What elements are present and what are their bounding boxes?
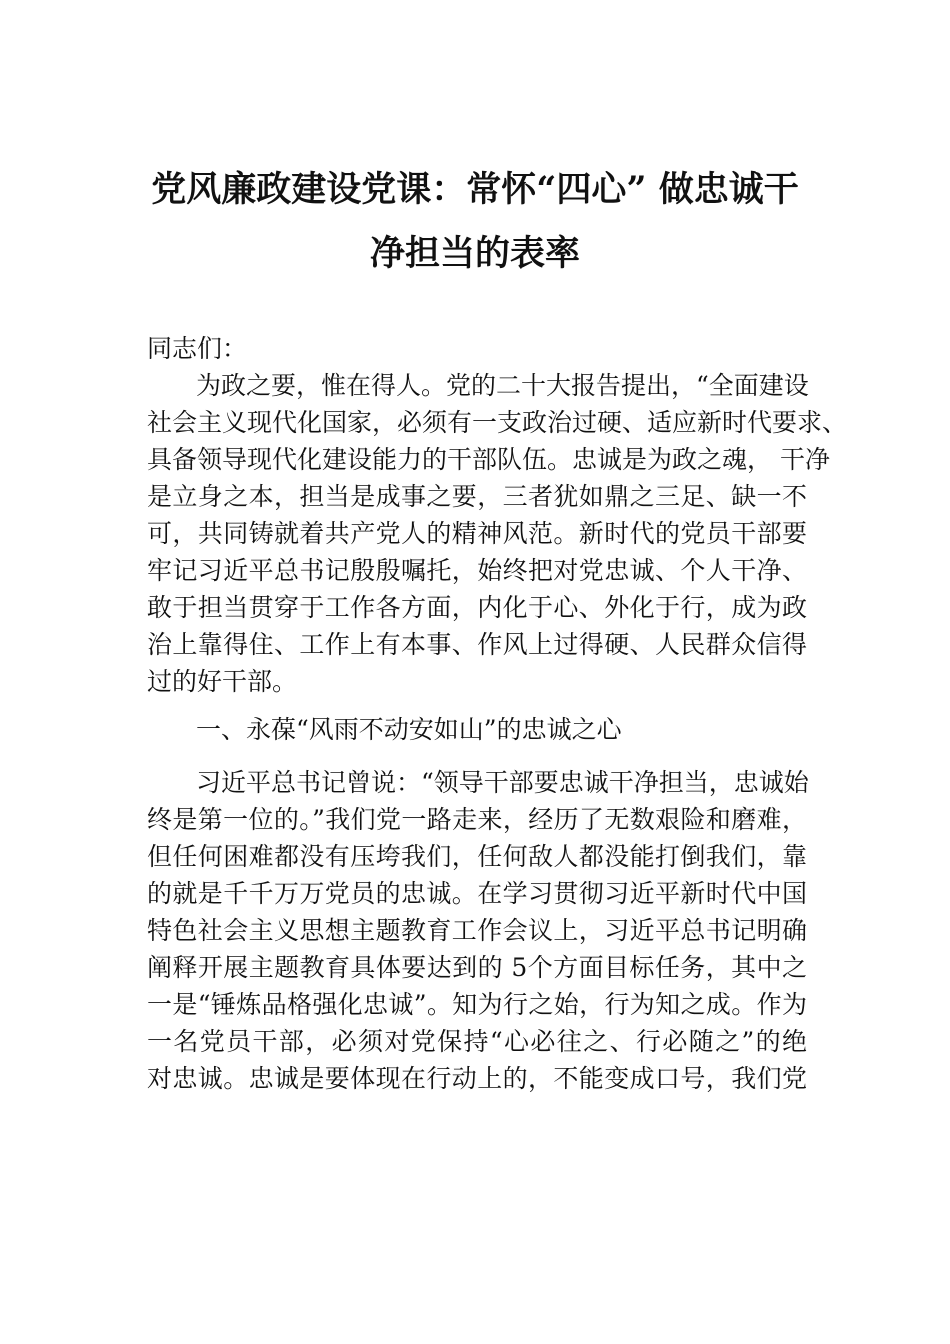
paragraph-1-line: 敢于担当贯穿于工作各方面，内化于心、外化于行，成为政: [147, 593, 807, 622]
paragraph-2-line: 一名党员干部，必须对党保持“心必往之、行必随之”的绝: [147, 1027, 807, 1056]
paragraph-2-line: 一是“锤炼品格强化忠诚”。知为行之始，行为知之成。作为: [147, 990, 807, 1019]
paragraph-1-line: 具备领导现代化建设能力的干部队伍。忠诚是为政之魂， 干净: [147, 445, 830, 474]
paragraph-2-line: 的就是千千万万党员的忠诚。在学习贯彻习近平新时代中国: [147, 879, 807, 908]
document-title-line-1: 党风廉政建设党课：常怀“四心” 做忠诚干: [151, 169, 799, 210]
paragraph-2-line: 终是第一位的。”我们党一路走来，经历了无数艰险和磨难，: [147, 805, 807, 834]
paragraph-2-line: 阐释开展主题教育具体要达到的 5个方面目标任务，其中之: [147, 953, 807, 982]
paragraph-1-line: 可，共同铸就着共产党人的精神风范。新时代的党员干部要: [147, 519, 807, 548]
paragraph-1-line: 为政之要，惟在得人。党的二十大报告提出，“全面建设: [196, 371, 809, 400]
paragraph-1-line: 牢记习近平总书记殷殷嘱托，始终把对党忠诚、个人干净、: [147, 556, 807, 585]
paragraph-1-line: 社会主义现代化国家，必须有一支政治过硬、适应新时代要求、: [147, 408, 848, 437]
salutation: 同志们：: [147, 334, 248, 363]
paragraph-2-line: 特色社会主义思想主题教育工作会议上，习近平总书记明确: [147, 916, 807, 945]
paragraph-2-line: 习近平总书记曾说：“领导干部要忠诚干净担当，忠诚始: [196, 768, 809, 797]
paragraph-2-line: 但任何困难都没有压垮我们，任何敌人都没能打倒我们，靠: [147, 842, 807, 871]
section-heading-1: 一、永葆“风雨不动安如山”的忠诚之心: [196, 715, 622, 744]
paragraph-1-line: 治上靠得住、工作上有本事、作风上过得硬、人民群众信得: [147, 630, 807, 659]
paragraph-1-line: 是立身之本，担当是成事之要，三者犹如鼎之三足、缺一不: [147, 482, 807, 511]
paragraph-1-line: 过的好干部。: [147, 667, 298, 696]
document-title-line-2: 净担当的表率: [369, 233, 580, 274]
paragraph-2-line: 对忠诚。忠诚是要体现在行动上的，不能变成口号，我们党: [147, 1064, 807, 1093]
